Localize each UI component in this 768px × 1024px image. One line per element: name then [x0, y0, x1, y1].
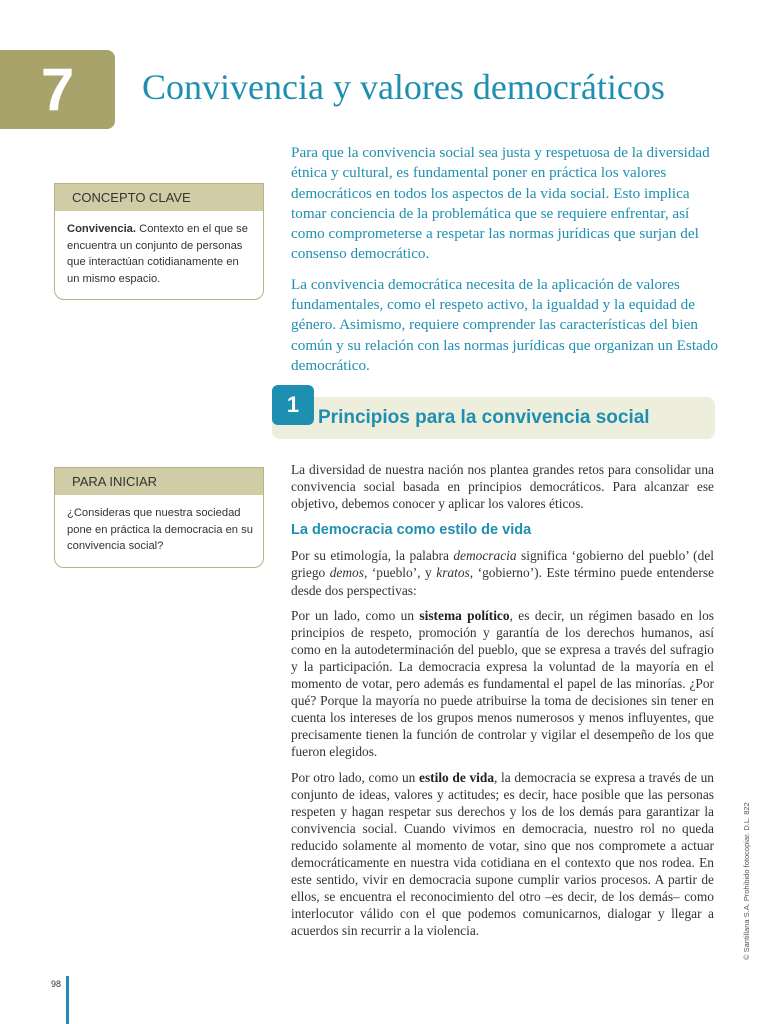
concepto-clave-box [54, 183, 264, 300]
body-paragraph-4 [291, 769, 714, 940]
p3-part-a: Por un lado, como un [291, 607, 420, 623]
body-paragraph-1: La diversidad de nuestra nación nos plantea grandes retos para consolidar una convivencia social basada en principios democráticos. Para alcanzar ese objetivo, debemos conocer y aplicar los valores éticos. [291, 462, 714, 512]
intro-text [291, 143, 721, 386]
concepto-clave-term: Convivencia. [67, 223, 137, 235]
p4-part-b: , la democracia se expresa a través de un conjunto de ideas, valores y actitudes; es decir, hace posible que las personas respeten y hagan respetar sus derechos y los de los demás para garantizar la convivencia social. Cuando vivimos en democracia, nuestro rol no queda reducido solamente al momento de votar, sino que nos compromete a actuar democráticamente en nuestra vida cotidiana en el contexto que nos rodea. En este sentido, vivir en democracia supone cumplir varios procesos. A partir de ellos, se encuentra el reconocimiento del otro –es decir, de los demás– como interlocutor válido con el que podemos comunicarnos, dialogar y llegar a acuerdos sin recurrir a la violencia. [291, 769, 714, 939]
term-sistema-politico: sistema político [419, 607, 510, 623]
section-number: 1 [272, 385, 314, 425]
p2-part-a: Por su etimología, la palabra [291, 548, 454, 564]
term-estilo-de-vida: estilo de vida [419, 769, 495, 785]
concepto-clave-heading: CONCEPTO CLAVE [55, 184, 263, 211]
intro-paragraph-1: Para que la convivencia social sea justa y respetuosa de la diversidad étnica y cultural, es fundamental poner en práctica los valores democráticos en todos los aspectos de la vida social. Esto implica tomar conciencia de la problemática que se requiere enfrentar, así como comprometerse a respetar las normas jurídicas que surjan del consenso democrático. [291, 144, 710, 263]
section-title: Principios para la convivencia social [318, 407, 650, 428]
p3-part-b: , es decir, un régimen basado en los principios de respeto, promoción y garantía de los derechos humanos, así como en la autodeterminación del pueblo, que se expresa a través del sufragio y la participación. La democracia expresa la voluntad de la mayoría en el momento de votar, pero además es fundamental el papel de las minorías. ¿Por qué? Porque la mayoría no puede atribuirse la toma de decisiones sin tener en cuenta los intereses de los grupos menos numerosos y menos influyentes, que precisamente tienen la función de controlar y vigilar el desempeño de los que fueron elegidos. [291, 607, 714, 760]
subheading: La democracia como estilo de vida [291, 522, 532, 539]
concepto-clave-body [55, 211, 263, 299]
p2-part-c: , ‘pueblo’, y [363, 565, 437, 581]
body-text [291, 461, 714, 947]
chapter-number-badge [0, 50, 115, 129]
chapter-number: 7 [40, 56, 75, 123]
p4-part-a: Por otro lado, como un [291, 769, 419, 785]
page-number: 98 [51, 979, 62, 989]
intro-paragraph-2: La convivencia democrática necesita de la aplicación de valores fundamentales, como el respeto activo, la igualdad y la equidad de género. Asimismo, requiere comprender las características del bien común y su relación con las normas jurídicas que organizan un Estado democrático. [291, 275, 718, 374]
term-democracia: democracia [453, 548, 517, 564]
p2-part-d: , ‘gobierno’). Este término puede entenderse desde dos perspectivas: [291, 565, 714, 598]
para-iniciar-question: ¿Consideras que nuestra sociedad pone en práctica la democracia en su convivencia social? [67, 507, 253, 552]
term-kratos: kratos [436, 565, 470, 581]
para-iniciar-heading: PARA INICIAR [55, 468, 263, 495]
body-paragraph-2 [291, 547, 714, 598]
body-paragraph-3 [291, 607, 714, 761]
copyright-notice: © Santillana S.A. Prohibido fotocopiar. D.L. 822 [742, 802, 751, 960]
page-margin-rule [66, 976, 69, 1024]
chapter-title: Convivencia y valores democráticos [142, 67, 665, 107]
p2-part-b: significa ‘gobierno del pueblo’ (del griego [291, 548, 714, 581]
concepto-clave-definition: Contexto en el que se encuentra un conjunto de personas que interactúan cotidianamente en un mismo espacio. [67, 223, 248, 285]
para-iniciar-box [54, 467, 264, 568]
term-demos: demos [329, 565, 364, 581]
